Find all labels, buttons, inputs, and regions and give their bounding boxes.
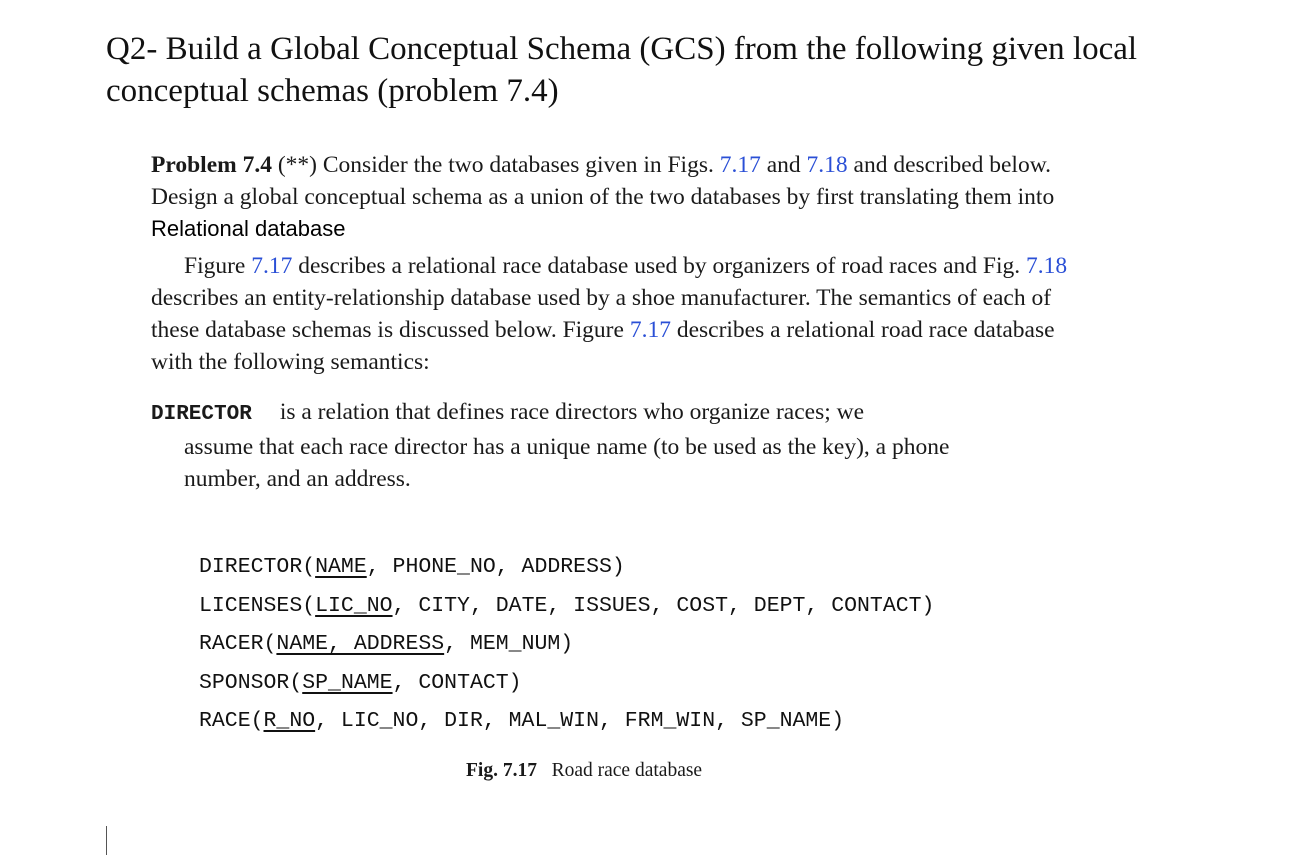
- schema-sponsor: SPONSOR(SP_NAME, CONTACT): [199, 670, 522, 695]
- director-line-2: assume that each race director has a unique name (to be used as the key), a phone: [184, 434, 950, 460]
- figure-ref-7-17[interactable]: 7.17: [719, 152, 761, 178]
- director-term: DIRECTOR: [151, 403, 252, 426]
- schema-director: DIRECTOR(NAME, PHONE_NO, ADDRESS): [199, 555, 625, 579]
- desc-text-b: describes a relational race database used by organizers of road races and Fig.: [298, 253, 1021, 279]
- problem-paragraph: [151, 149, 1071, 245]
- figure-ref-7-17[interactable]: 7.17: [251, 253, 293, 279]
- caption-label: Fig. 7.17: [466, 760, 537, 781]
- primary-key: SP_NAME: [302, 670, 393, 695]
- text-cursor: [106, 826, 107, 855]
- description-paragraph: [151, 250, 1071, 378]
- question-line-2: conceptual schemas (problem 7.4): [106, 73, 559, 109]
- director-definition: [151, 396, 1071, 495]
- desc-text-a: Figure: [184, 253, 246, 279]
- schema-racer: RACER(NAME, ADDRESS, MEM_NUM): [199, 632, 574, 656]
- director-line-1: is a relation that defines race directors who organize races; we: [279, 399, 865, 425]
- primary-key: NAME, ADDRESS: [276, 632, 445, 656]
- desc-text-d: describes a relational road race database with the following semantics:: [151, 317, 1055, 375]
- problem-and: and: [766, 152, 801, 178]
- caption-text: Road race database: [551, 760, 703, 781]
- schema-listing: [199, 548, 934, 741]
- figure-caption: [466, 760, 702, 782]
- desc-text-c: describes an entity-relationship database used by a shoe manufacturer. The semantics of each of these database schemas is discussed below. Figure: [151, 285, 1052, 343]
- primary-key: NAME: [315, 555, 367, 579]
- problem-label: Problem 7.4: [151, 152, 272, 178]
- schema-licenses: LICENSES(LIC_NO, CITY, DATE, ISSUES, COST, DEPT, CONTACT): [199, 593, 935, 618]
- primary-key: LIC_NO: [315, 593, 393, 618]
- director-line-3: number, and an address.: [184, 466, 411, 492]
- figure-ref-7-18[interactable]: 7.18: [1026, 253, 1068, 279]
- schema-race: RACE(R_NO, LIC_NO, DIR, MAL_WIN, FRM_WIN, SP_NAME): [199, 709, 845, 733]
- problem-text-2: and described below. Design a global conceptual schema as a union of the two databases by first translating them into: [151, 152, 1055, 210]
- question-heading: [106, 28, 1266, 112]
- problem-text-1: Consider the two databases given in Figs.: [322, 152, 714, 178]
- problem-rating: (**): [277, 152, 317, 178]
- primary-key: R_NO: [263, 709, 316, 733]
- figure-ref-7-18[interactable]: 7.18: [806, 152, 848, 178]
- inserted-text: Relational database: [151, 216, 346, 241]
- figure-ref-7-17[interactable]: 7.17: [629, 317, 671, 343]
- question-line-1: Q2- Build a Global Conceptual Schema (GCS) from the following given local: [106, 31, 1138, 67]
